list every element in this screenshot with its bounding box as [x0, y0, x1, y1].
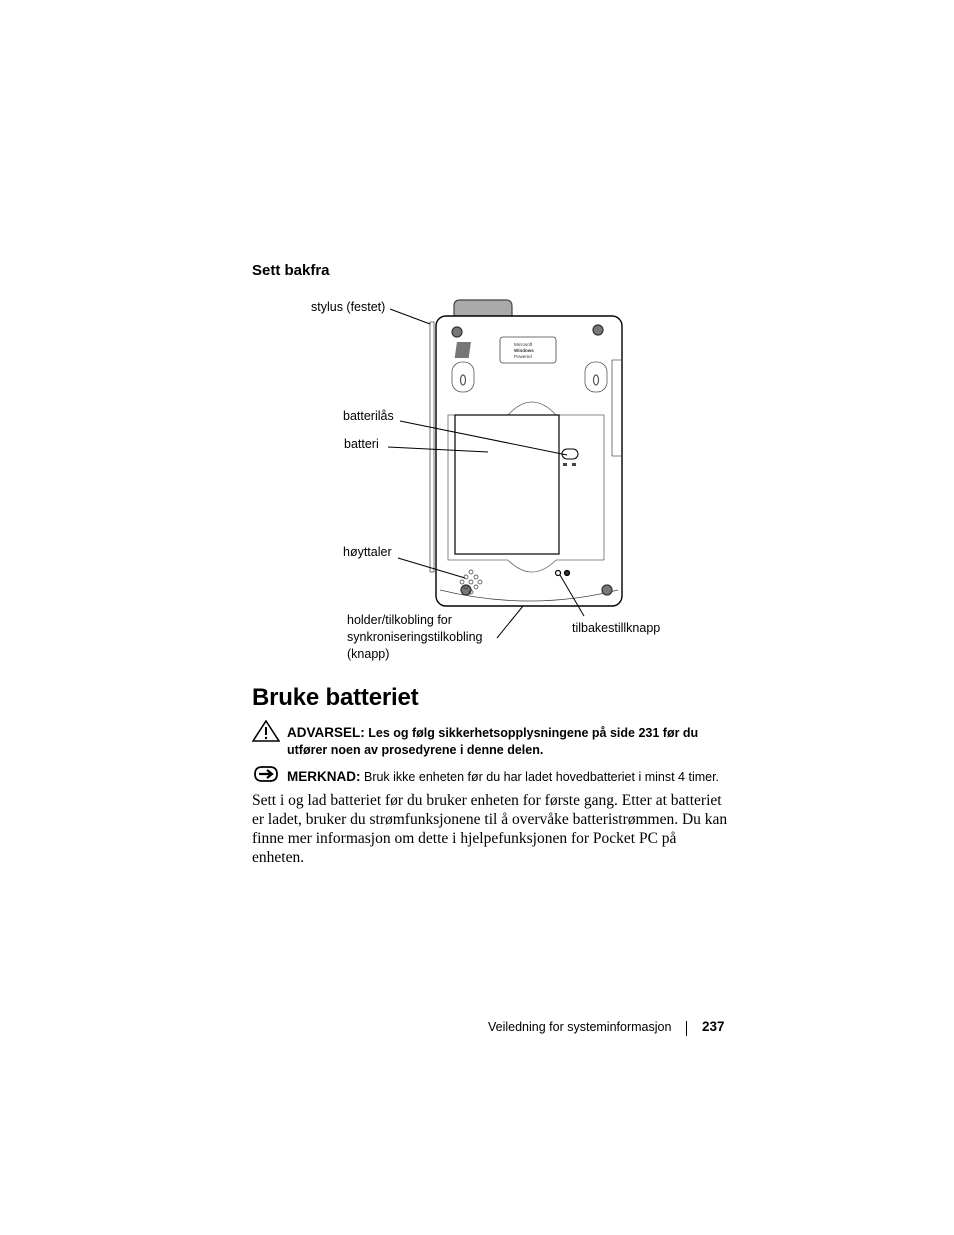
logo-text-line3: Powered — [514, 354, 532, 359]
note-keyword: MERKNAD: — [287, 769, 361, 784]
warning-body: Les og følg sikkerhetsopplysningene på side 231 før du utfører noen av prosedyrene i denne delen. — [287, 726, 699, 757]
label-battery-lock: batterilås — [343, 409, 394, 423]
note-icon — [253, 765, 279, 783]
label-stylus: stylus (festet) — [311, 300, 386, 314]
section-title: Sett bakfra — [252, 262, 330, 279]
label-speaker: høyttaler — [343, 545, 392, 559]
footer-separator — [686, 1021, 687, 1036]
label-reset: tilbakestillknapp — [572, 621, 661, 635]
label-cradle-line1: holder/tilkobling for — [347, 613, 452, 627]
warning-keyword: ADVARSEL: — [287, 725, 365, 740]
logo-text-line1: Microsoft — [514, 342, 533, 347]
label-battery: batteri — [344, 437, 379, 451]
note-body: Bruk ikke enheten før du har ladet hovedbatteriet i minst 4 timer. — [363, 770, 720, 784]
page-number: 237 — [702, 1019, 725, 1034]
warning-text — [287, 724, 737, 759]
body-paragraph: Sett i og lad batteriet før du bruker enheten for første gang. Etter at batteriet er ladet, bruker du strømfunksjonene til å overvåke batteristrømmen. Du kan finne mer informasjon om dette i hjelpefunksjonen for Pocket PC på enheten. — [252, 792, 728, 866]
warning-icon — [252, 720, 280, 742]
logo-text-line2: Windows — [514, 348, 534, 353]
note-text — [287, 768, 747, 786]
footer-title: Veiledning for systeminformasjon — [488, 1020, 672, 1034]
heading: Bruke batteriet — [252, 684, 419, 711]
label-cradle-line3: (knapp) — [347, 647, 390, 661]
label-cradle-line2: synkroniseringstilkobling — [347, 630, 483, 644]
